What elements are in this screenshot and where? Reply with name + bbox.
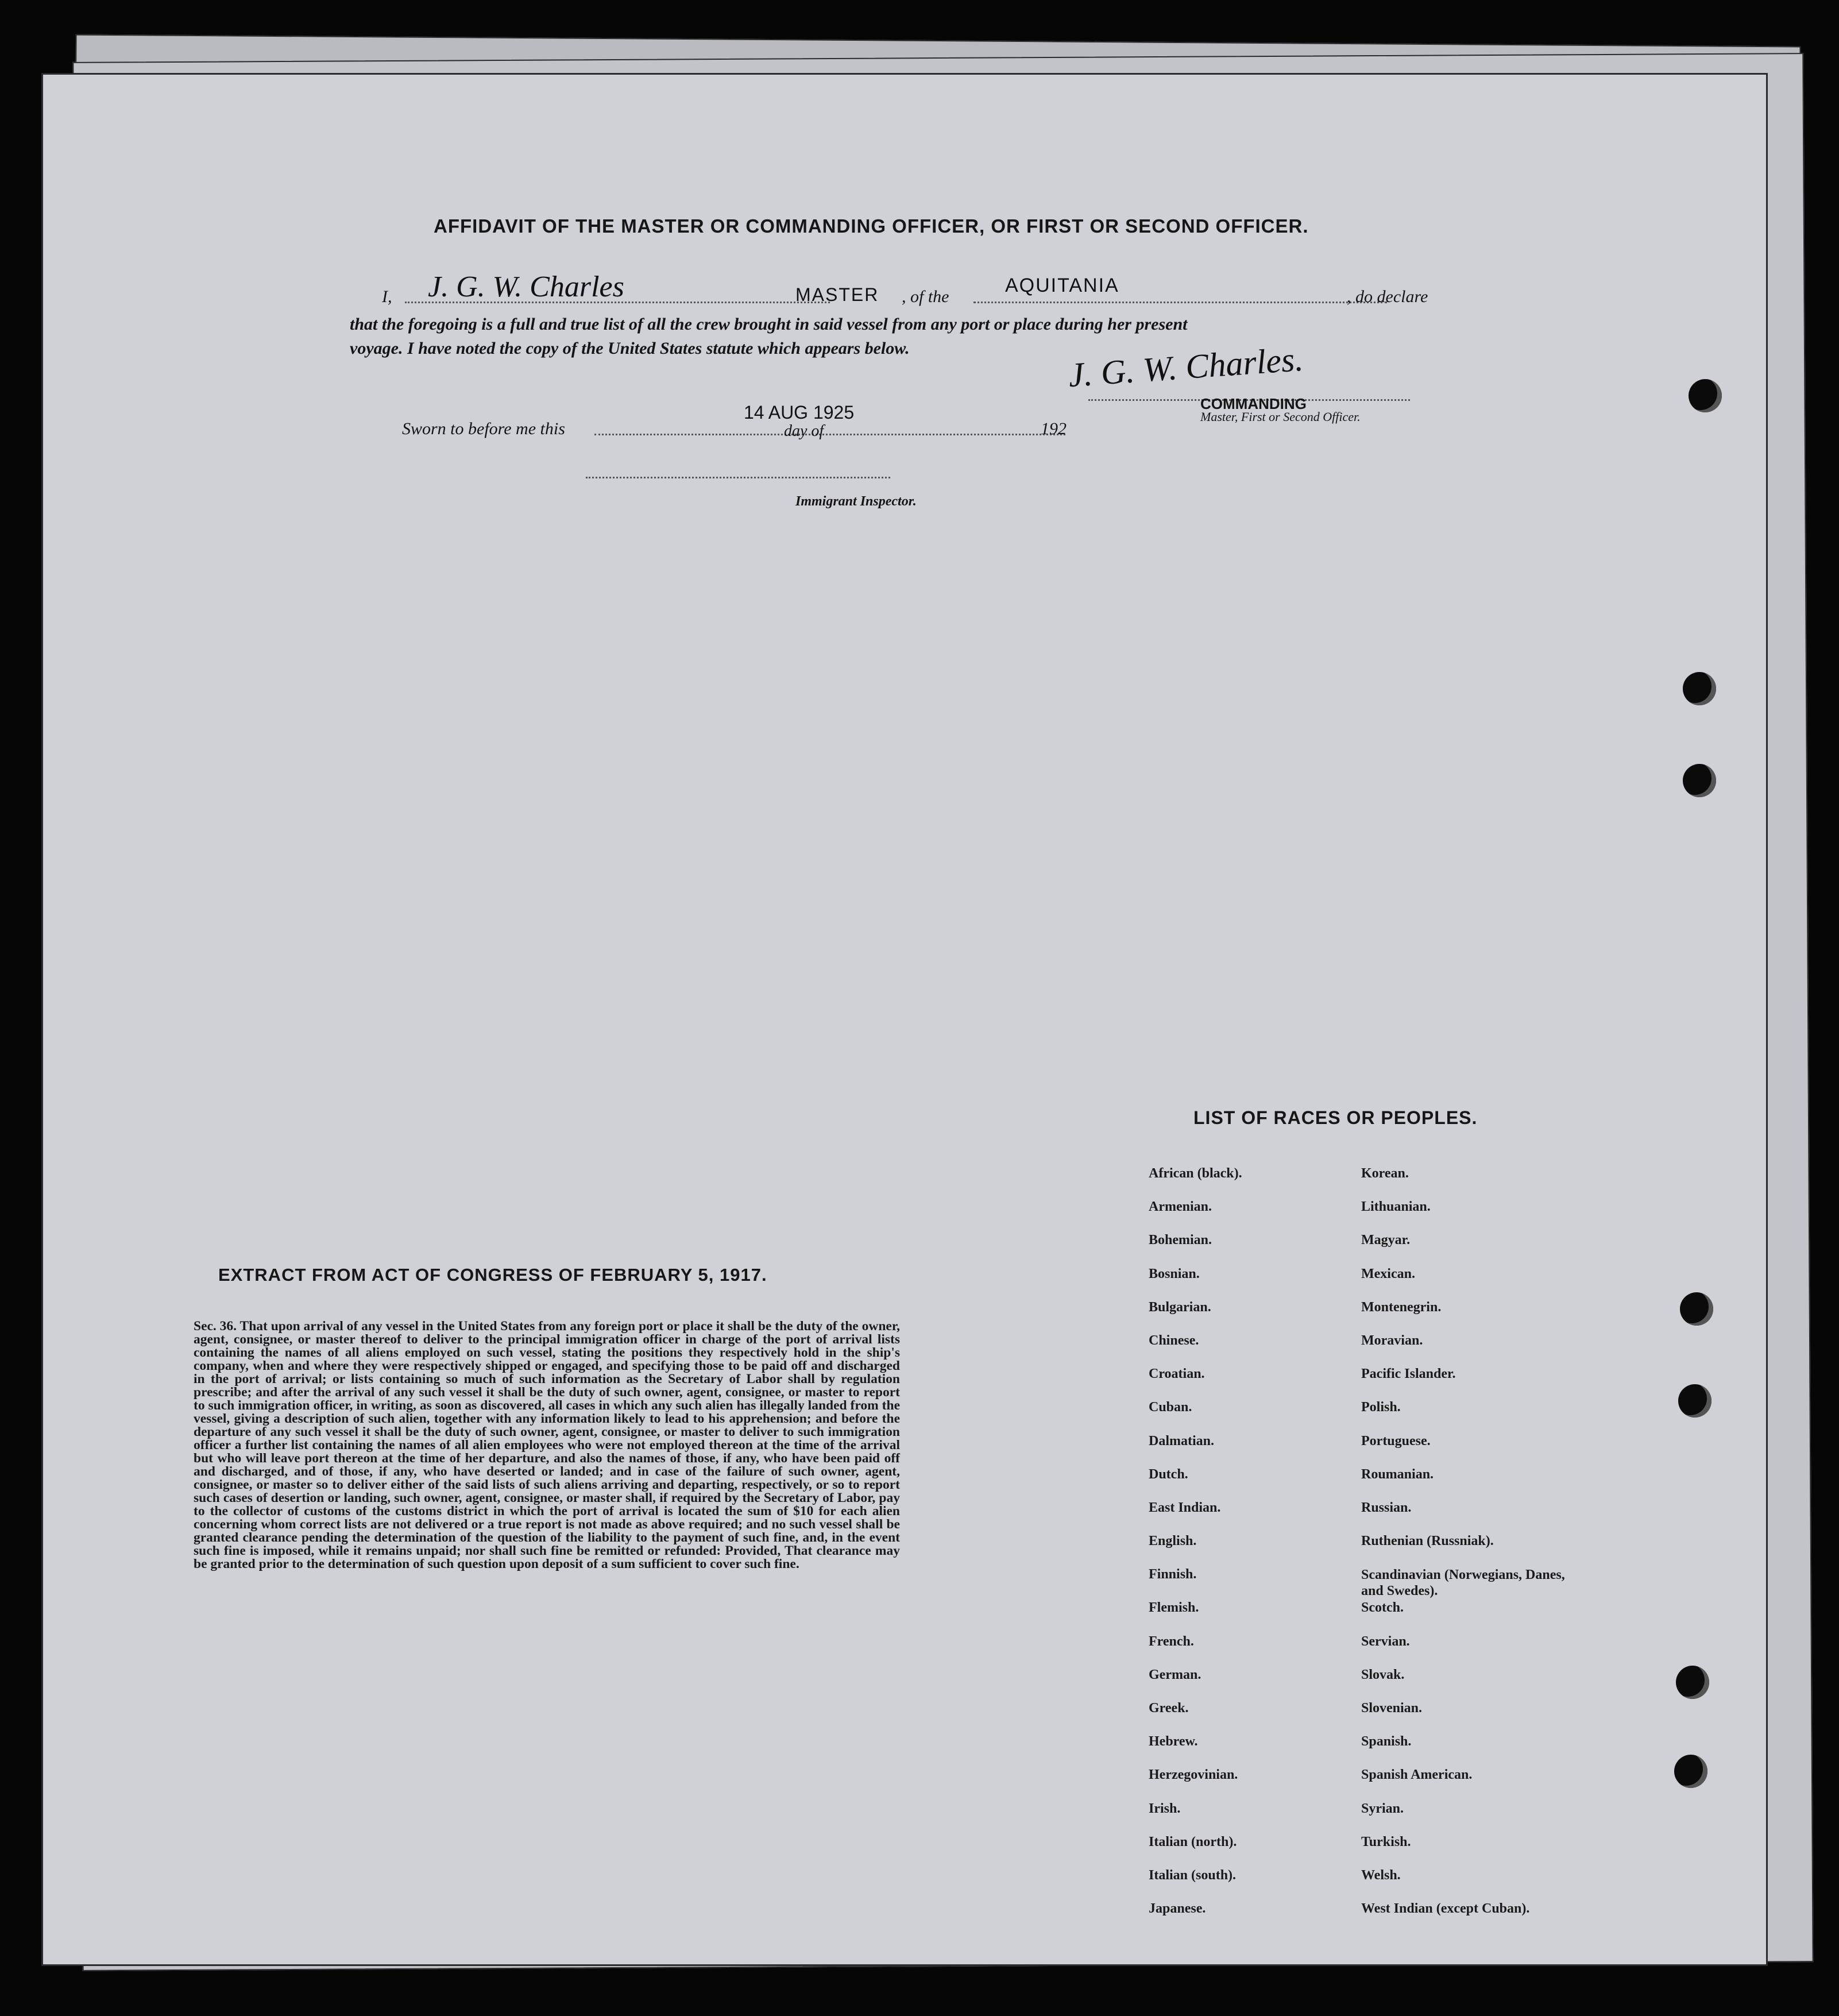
officer-signature: J. G. W. Charles. — [1067, 339, 1305, 395]
race-item: Polish. — [1361, 1400, 1401, 1415]
signature-caption: Master, First or Second Officer. — [1200, 410, 1361, 424]
race-item: Hebrew. — [1149, 1734, 1198, 1749]
date-stamp: 14 AUG 1925 — [744, 402, 855, 423]
commanding-stamp: COMMANDING — [1200, 395, 1307, 412]
race-item: German. — [1149, 1667, 1201, 1682]
race-item: English. — [1149, 1534, 1197, 1549]
do-declare-label: , do declare — [1347, 287, 1428, 306]
race-item: Spanish. — [1361, 1734, 1412, 1749]
races-left-column — [1149, 1166, 1242, 1934]
affidavit-line-3: voyage. I have noted the copy of the United States statute which appears below. — [350, 339, 910, 358]
affidavit-line-2: that the foregoing is a full and true list of all the crew brought in said vessel from any port or place during her present — [350, 315, 1188, 334]
race-item: Japanese. — [1149, 1901, 1206, 1917]
race-item: West Indian (except Cuban). — [1361, 1901, 1530, 1917]
race-item: Spanish American. — [1361, 1767, 1473, 1783]
race-item: Dutch. — [1149, 1466, 1188, 1482]
race-item: East Indian. — [1149, 1500, 1221, 1515]
punch-hole — [1674, 1755, 1707, 1788]
races-title: LIST OF RACES OR PEOPLES. — [1193, 1107, 1478, 1128]
i-label: I, — [382, 287, 392, 306]
race-item: Welsh. — [1361, 1867, 1401, 1883]
race-item: Bosnian. — [1149, 1266, 1200, 1281]
year-prefix: 192 — [1041, 419, 1067, 438]
punch-hole — [1689, 379, 1722, 412]
race-item: Pacific Islander. — [1361, 1366, 1456, 1382]
race-item: Greek. — [1149, 1701, 1189, 1716]
race-item: Slovenian. — [1361, 1701, 1423, 1716]
race-item: Italian (north). — [1149, 1834, 1237, 1849]
affidavit-title: AFFIDAVIT OF THE MASTER OR COMMANDING OFFICER, OR FIRST OR SECOND OFFICER. — [434, 215, 1309, 237]
punch-hole — [1676, 1666, 1709, 1699]
race-item: African (black). — [1149, 1166, 1242, 1181]
race-item: Flemish. — [1149, 1600, 1199, 1616]
race-item: Herzegovinian. — [1149, 1767, 1238, 1783]
punch-hole — [1678, 1384, 1711, 1418]
rank-stamp: MASTER — [795, 284, 879, 305]
race-item: Montenegrin. — [1361, 1299, 1442, 1315]
race-item: Magyar. — [1361, 1233, 1411, 1248]
race-item: Korean. — [1361, 1166, 1409, 1181]
vessel-name: AQUITANIA — [1005, 275, 1119, 296]
race-item: Finnish. — [1149, 1567, 1197, 1582]
race-item: Armenian. — [1149, 1199, 1212, 1215]
race-item: Roumanian. — [1361, 1466, 1434, 1482]
day-of-label: day of — [784, 422, 824, 440]
race-item: Dalmatian. — [1149, 1433, 1214, 1449]
race-item: Bulgarian. — [1149, 1299, 1211, 1315]
race-item: Russian. — [1361, 1500, 1412, 1515]
race-item: Irish. — [1149, 1801, 1181, 1816]
officer-name: J. G. W. Charles — [428, 271, 624, 303]
races-right-column — [1361, 1166, 1568, 1934]
race-item: Chinese. — [1149, 1333, 1199, 1348]
punch-hole — [1680, 1292, 1713, 1326]
race-item: Scotch. — [1361, 1600, 1404, 1616]
race-item: Lithuanian. — [1361, 1199, 1431, 1215]
sworn-label: Sworn to before me this — [402, 419, 565, 438]
extract-title: EXTRACT FROM ACT OF CONGRESS OF FEBRUARY 5, 1917. — [218, 1265, 767, 1285]
of-the-label: , of the — [902, 287, 949, 306]
race-item: Ruthenian (Russniak). — [1361, 1534, 1494, 1549]
document-page — [43, 75, 1766, 1964]
race-item: Syrian. — [1361, 1801, 1404, 1816]
punch-hole — [1683, 672, 1716, 705]
race-item: Moravian. — [1361, 1333, 1423, 1348]
race-item: Portuguese. — [1361, 1433, 1431, 1449]
race-item: Slovak. — [1361, 1667, 1405, 1682]
punch-hole — [1683, 764, 1716, 797]
race-item: French. — [1149, 1633, 1194, 1649]
race-item: Italian (south). — [1149, 1867, 1237, 1883]
race-item: Croatian. — [1149, 1366, 1205, 1382]
race-item: Scandinavian (Norwegians, Danes, and Swedes). — [1361, 1567, 1565, 1599]
inspector-caption: Immigrant Inspector. — [795, 494, 917, 509]
race-item: Turkish. — [1361, 1834, 1411, 1849]
race-item: Bohemian. — [1149, 1233, 1212, 1248]
statute-text: Sec. 36. That upon arrival of any vessel in the United States from any foreign port or place it shall be the duty of the owner, agent, consignee, or master thereof to deliver to the principal immigration officer in charge of the port of arrival lists containing the names of all aliens employed on such vessel, stating the positions they respectively hold in the ship's company, when and where they were respectively shipped or engaged, and specifying those to be paid off and discharged in the port of arrival; or lists containing so much of such information as the Secretary of Labor shall by regulation prescribe; and after the arrival of any such vessel it shall be the duty of such owner, agent, consignee, or master to report to such immigration officer, in writing, as soon as discovered, all cases in which any such alien has illegally landed from the vessel, giving a description of such alien, together with any information likely to lead to his apprehension; and before the departure of any such vessel it shall be the duty of such owner, agent, consignee, or master to deliver to such immigration officer a further list containing the names of all alien employees who were not employed thereon at the time of the arrival but who will leave port thereon at the time of her departure, and also the names of those, if any, who have been paid off and discharged, and of those, if any, who have deserted or landed; and in case of the failure of such owner, agent, consignee, or master so to deliver either of the said lists of such aliens arriving and departing, respectively, or so to report such cases of desertion or landing, such owner, agent, consignee, or master shall, if required by the Secretary of Labor, pay to the collector of customs of the customs district in which the port of arrival is located the sum of $10 for each alien concerning whom correct lists are not delivered or a true report is not made as above required; and no such vessel shall be granted clearance pending the determination of the question of the liability to the payment of such fine, and, in the event such fine is imposed, while it remains unpaid; nor shall such fine be remitted or refunded: Provided, That clearance may be granted prior to the determination of such question upon deposit of a sum sufficient to cover such fine. — [194, 1319, 900, 1571]
race-item: Mexican. — [1361, 1266, 1415, 1281]
race-item: Servian. — [1361, 1633, 1410, 1649]
race-item: Cuban. — [1149, 1400, 1192, 1415]
